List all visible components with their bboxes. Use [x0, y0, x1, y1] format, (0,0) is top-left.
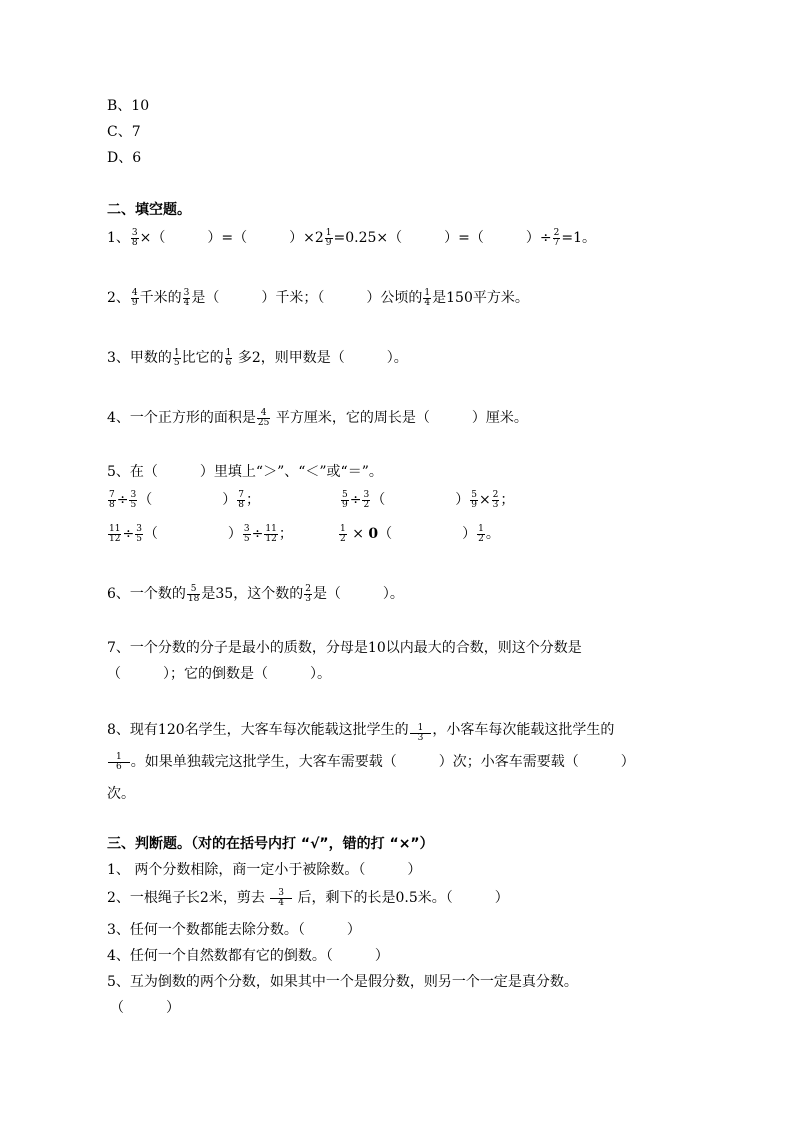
operator: ÷	[349, 492, 362, 508]
fraction	[304, 585, 312, 604]
denominator: 8	[109, 499, 115, 510]
q-text: 是（ ）。	[312, 586, 404, 602]
q-number: 2、	[107, 290, 130, 306]
section-2-title: 二、填空题。	[107, 202, 191, 218]
q-text: 。如果单独载完这批学生，大客车需要载（ ）次；小客车需要载（ ）	[130, 754, 635, 770]
question-2-8-line2	[107, 752, 635, 772]
denominator: 3	[417, 733, 424, 743]
denominator: 8	[131, 237, 138, 248]
option-d: D、6	[107, 150, 142, 166]
fraction	[410, 724, 432, 743]
fraction	[108, 753, 130, 772]
fraction	[225, 349, 233, 368]
question-2-5-intro: 5、在（ ）里填上“＞”、“＜”或“＝”。	[107, 464, 383, 480]
numerator: 3	[130, 489, 137, 500]
q-text: =1。	[561, 230, 596, 246]
q-text: 4、一个正方形的面积是	[107, 410, 256, 426]
q-number: 1、	[107, 230, 130, 246]
numerator: 1	[108, 753, 130, 763]
fraction	[131, 289, 139, 308]
numerator: 1	[478, 523, 484, 534]
numerator: 2	[553, 227, 560, 238]
denominator: 9	[342, 499, 348, 510]
blank: （ ）	[143, 526, 242, 542]
q-text: 6、一个数的	[107, 586, 186, 602]
denominator: 3	[492, 499, 499, 510]
denominator: 2	[363, 499, 370, 510]
fraction	[108, 525, 121, 544]
numerator: 1	[325, 227, 332, 238]
denominator: 4	[183, 297, 190, 308]
fraction	[423, 289, 431, 308]
numerator: 5	[342, 489, 348, 500]
numerator: 1	[225, 347, 232, 358]
fraction	[243, 525, 251, 544]
question-2-1	[107, 228, 596, 248]
denominator: 9	[325, 237, 332, 248]
compare-d	[338, 524, 500, 544]
denominator: 5	[173, 357, 180, 368]
punct: ；	[500, 492, 515, 508]
blank: （ ）	[138, 492, 237, 508]
numerator: 5	[471, 489, 477, 500]
q-text: 后，剩下的长是0.5米。（ ）	[297, 890, 509, 906]
fraction	[470, 491, 478, 510]
q-text: 是150平方米。	[432, 290, 529, 306]
numerator: 1	[340, 523, 346, 534]
question-2-3	[107, 348, 408, 368]
judge-1: 1、 两个分数相除，商一定小于被除数。（ ）	[107, 862, 422, 878]
numerator: 3	[131, 227, 138, 238]
whole: 2	[314, 230, 324, 246]
q-text: 多2，则甲数是（ ）。	[237, 350, 408, 366]
section-3-title: 三、判断题。（对的在括号内打 “√”，错的打 “×”）	[107, 836, 434, 852]
fraction	[339, 525, 347, 544]
numerator: 7	[109, 489, 115, 500]
numerator: 2	[492, 489, 499, 500]
question-2-8-line3: 次。	[107, 786, 135, 802]
fraction	[237, 491, 245, 510]
numerator: 3	[363, 489, 370, 500]
denominator: 2	[340, 533, 346, 544]
fraction	[492, 491, 500, 510]
denominator: 9	[471, 499, 477, 510]
q-text: 是（ ）千米；（ ）公顷的	[191, 290, 423, 306]
operator: ÷	[122, 526, 135, 542]
denominator: 12	[265, 533, 277, 544]
fraction	[325, 229, 333, 248]
denominator: 6	[116, 761, 122, 772]
judge-4: 4、任何一个自然数都有它的倒数。（ ）	[107, 948, 389, 964]
q-text: =0.25×（ ）=（ ）÷	[333, 230, 552, 246]
operator: ×	[478, 492, 491, 508]
denominator: 5	[130, 499, 137, 510]
question-2-7-line2: （ ）；它的倒数是（ ）。	[107, 666, 331, 682]
fraction	[129, 491, 137, 510]
judge-5-blank: （ ）	[110, 1000, 180, 1016]
numerator: 11	[109, 523, 121, 534]
denominator: 5	[136, 533, 142, 544]
question-2-2	[107, 288, 529, 308]
fraction	[362, 491, 370, 510]
q-text: ×（ ）=（ ）×	[139, 230, 315, 246]
compare-c	[107, 524, 293, 544]
denominator: 4	[278, 897, 285, 908]
q-text: 3、甲数的	[107, 350, 172, 366]
numerator: 1	[424, 287, 431, 298]
numerator: 2	[305, 583, 311, 594]
fraction	[183, 289, 191, 308]
punct: 。	[485, 526, 500, 542]
numerator: 1	[173, 347, 180, 358]
fraction	[341, 491, 349, 510]
q-text: 千米的	[139, 290, 182, 306]
denominator: 25	[257, 417, 270, 428]
q-text: ，小客车每次能载这批学生的	[432, 722, 615, 738]
numerator: 7	[238, 489, 244, 500]
denominator: 7	[553, 237, 560, 248]
option-b: B、10	[107, 98, 150, 114]
numerator: 5	[187, 585, 200, 595]
denominator: 3	[305, 593, 311, 604]
blank: （ ）	[378, 526, 477, 542]
fraction	[135, 525, 143, 544]
fraction	[131, 229, 139, 248]
numerator: 3	[243, 523, 250, 534]
operator: ×	[352, 526, 364, 542]
numerator: 4	[257, 409, 270, 419]
blank: （ ）	[371, 492, 470, 508]
fraction	[187, 585, 200, 604]
operator: ÷	[116, 492, 129, 508]
numerator: 3	[136, 523, 142, 534]
mixed-number	[315, 228, 334, 248]
fraction	[257, 409, 270, 428]
numerator: 4	[131, 287, 138, 298]
punct: ；	[278, 526, 293, 542]
q-text: 比它的	[181, 350, 224, 366]
denominator: 4	[424, 297, 431, 308]
denominator: 9	[131, 297, 138, 308]
fraction	[108, 491, 116, 510]
q-text: 2、一根绳子长2米，剪去	[107, 890, 265, 906]
operator: ÷	[251, 526, 264, 542]
q-text: 8、现有120名学生，大客车每次能载这批学生的	[107, 722, 409, 738]
fraction	[264, 525, 277, 544]
denominator: 18	[187, 593, 200, 604]
denominator: 12	[109, 533, 121, 544]
numerator: 3	[183, 287, 190, 298]
compare-a	[107, 490, 260, 510]
judge-5: 5、互为倒数的两个分数，如果其中一个是假分数，则另一个一定是真分数。	[107, 974, 578, 990]
fraction	[173, 349, 181, 368]
numerator: 11	[265, 523, 277, 534]
denominator: 6	[225, 357, 232, 368]
question-2-8-line1	[107, 720, 614, 743]
denominator: 2	[478, 533, 484, 544]
judge-3: 3、任何一个数都能去除分数。（ ）	[107, 922, 361, 938]
fraction	[270, 889, 292, 908]
compare-b	[340, 490, 514, 510]
question-2-7-line1: 7、一个分数的分子是最小的质数，分母是10以内最大的合数，则这个分数是	[107, 640, 582, 656]
fraction	[553, 229, 561, 248]
denominator: 5	[243, 533, 250, 544]
punct: ；	[245, 492, 260, 508]
q-text: 平方厘米，它的周长是（ ）厘米。	[275, 410, 528, 426]
zero: 0	[368, 526, 379, 542]
q-text: 是35，这个数的	[201, 586, 304, 602]
option-c: C、7	[107, 124, 141, 140]
question-2-6	[107, 584, 404, 604]
numerator: 1	[410, 724, 432, 734]
fraction	[477, 525, 485, 544]
numerator: 3	[270, 889, 292, 899]
denominator: 8	[238, 499, 244, 510]
judge-2	[107, 888, 509, 908]
question-2-4	[107, 408, 528, 428]
